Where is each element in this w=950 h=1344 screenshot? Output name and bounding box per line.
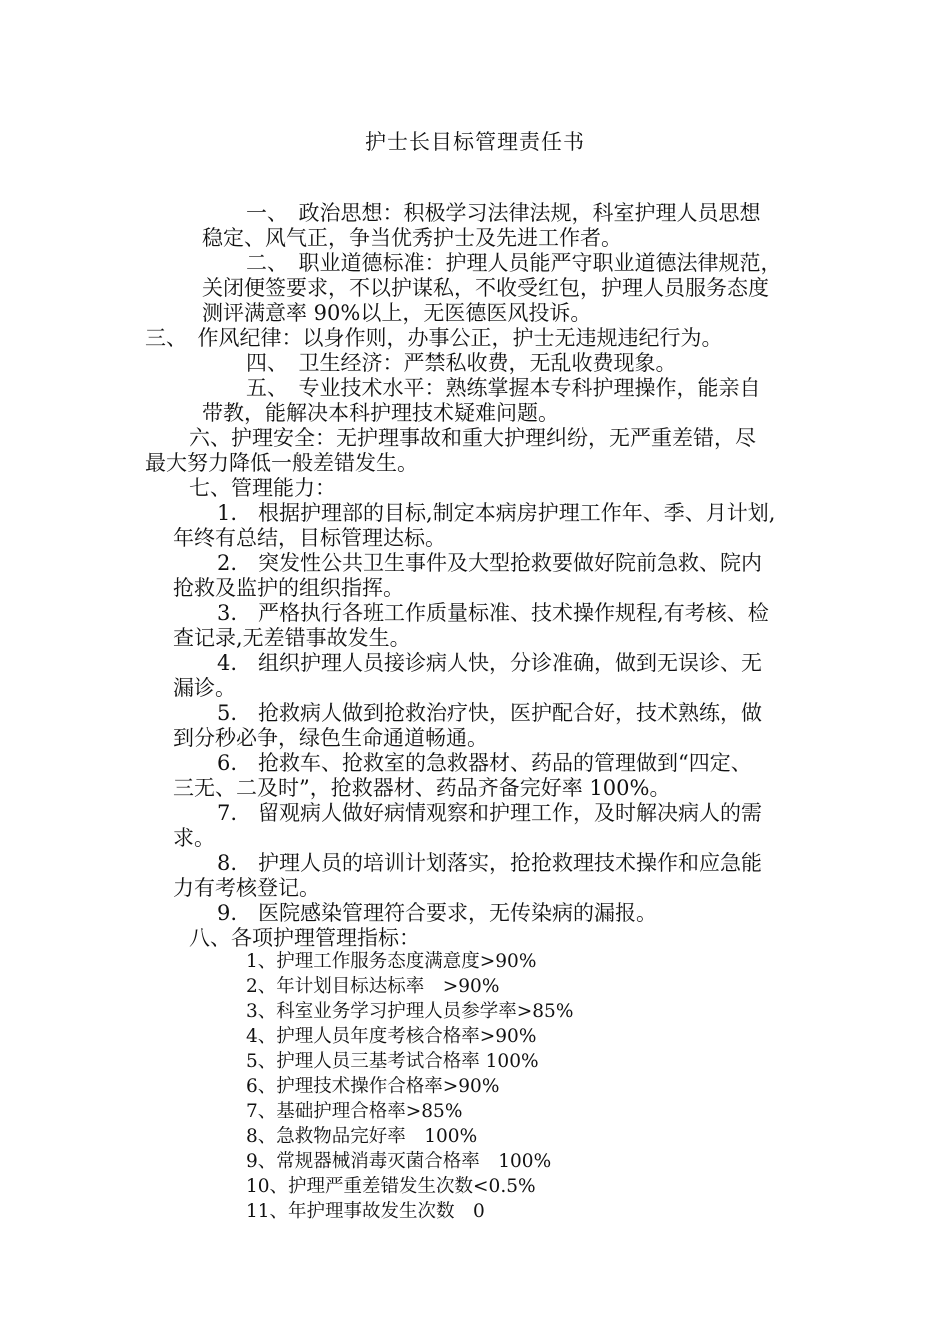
text-line: 2. 突发性公共卫生事件及大型抢救要做好院前急救、院内 <box>217 551 763 575</box>
text-line: 关闭便签要求，不以护谋私，不收受红包，护理人员服务态度 <box>202 276 769 300</box>
text-line: 五、 专业技术水平：熟练掌握本专科护理操作，能亲自 <box>246 376 761 400</box>
metric-item: 3、科室业务学习护理人员参学率>85% <box>246 1001 574 1022</box>
metric-item: 5、护理人员三基考试合格率 100% <box>246 1051 539 1072</box>
metric-item: 11、年护理事故发生次数 0 <box>246 1201 485 1222</box>
text-line: 3. 严格执行各班工作质量标准、技术操作规程,有考核、检 <box>217 601 769 625</box>
metric-item: 7、基础护理合格率>85% <box>246 1101 463 1122</box>
text-line: 年终有总结，目标管理达标。 <box>173 526 446 550</box>
text-line: 抢救及监护的组织指挥。 <box>173 576 404 600</box>
text-line: 到分秒必争，绿色生命通道畅通。 <box>173 726 488 750</box>
text-line: 8. 护理人员的培训计划落实，抢抢救理技术操作和应急能 <box>217 851 763 875</box>
text-line: 6. 抢救车、抢救室的急救器材、药品的管理做到“四定、 <box>217 751 752 775</box>
text-line: 漏诊。 <box>173 676 236 700</box>
text-line: 5. 抢救病人做到抢救治疗快，医护配合好，技术熟练，做 <box>217 701 763 725</box>
text-line: 4. 组织护理人员接诊病人快，分诊准确，做到无误诊、无 <box>217 651 763 675</box>
metric-item: 1、护理工作服务态度满意度>90% <box>246 951 537 972</box>
metric-item: 8、急救物品完好率 100% <box>246 1126 478 1147</box>
text-line: 四、 卫生经济：严禁私收费，无乱收费现象。 <box>246 351 677 375</box>
text-line: 八、各项护理管理指标： <box>189 926 420 950</box>
text-line: 一、 政治思想：积极学习法律法规，科室护理人员思想 <box>246 201 761 225</box>
text-line: 最大努力降低一般差错发生。 <box>145 451 418 475</box>
text-line: 七、管理能力： <box>189 476 336 500</box>
text-line: 二、 职业道德标准：护理人员能严守职业道德法律规范， <box>246 251 782 275</box>
text-line: 查记录,无差错事故发生。 <box>173 626 411 650</box>
text-line: 1. 根据护理部的目标,制定本病房护理工作年、季、月计划, <box>217 501 776 525</box>
text-line: 7. 留观病人做好病情观察和护理工作，及时解决病人的需 <box>217 801 763 825</box>
text-line: 9. 医院感染管理符合要求，无传染病的漏报。 <box>217 901 658 925</box>
metric-item: 6、护理技术操作合格率>90% <box>246 1076 500 1097</box>
text-line: 带教，能解决本科护理技术疑难问题。 <box>202 401 559 425</box>
metric-item: 10、护理严重差错发生次数<0.5% <box>246 1176 536 1197</box>
text-line: 三、 作风纪律：以身作则，办事公正，护士无违规违纪行为。 <box>145 326 723 350</box>
text-line: 测评满意率 90%以上，无医德医风投诉。 <box>202 301 592 325</box>
text-line: 求。 <box>173 826 215 850</box>
text-line: 稳定、风气正，争当优秀护士及先进工作者。 <box>202 226 622 250</box>
metric-item: 4、护理人员年度考核合格率>90% <box>246 1026 537 1047</box>
text-line: 三无、二及时”，抢救器材、药品齐备完好率 100%。 <box>173 776 671 800</box>
text-line: 六、护理安全：无护理事故和重大护理纠纷，无严重差错，尽 <box>189 426 756 450</box>
metric-item: 9、常规器械消毒灭菌合格率 100% <box>246 1151 552 1172</box>
metric-item: 2、年计划目标达标率 >90% <box>246 976 500 997</box>
text-line: 力有考核登记。 <box>173 876 320 900</box>
document-title: 护士长目标管理责任书 <box>365 130 585 154</box>
